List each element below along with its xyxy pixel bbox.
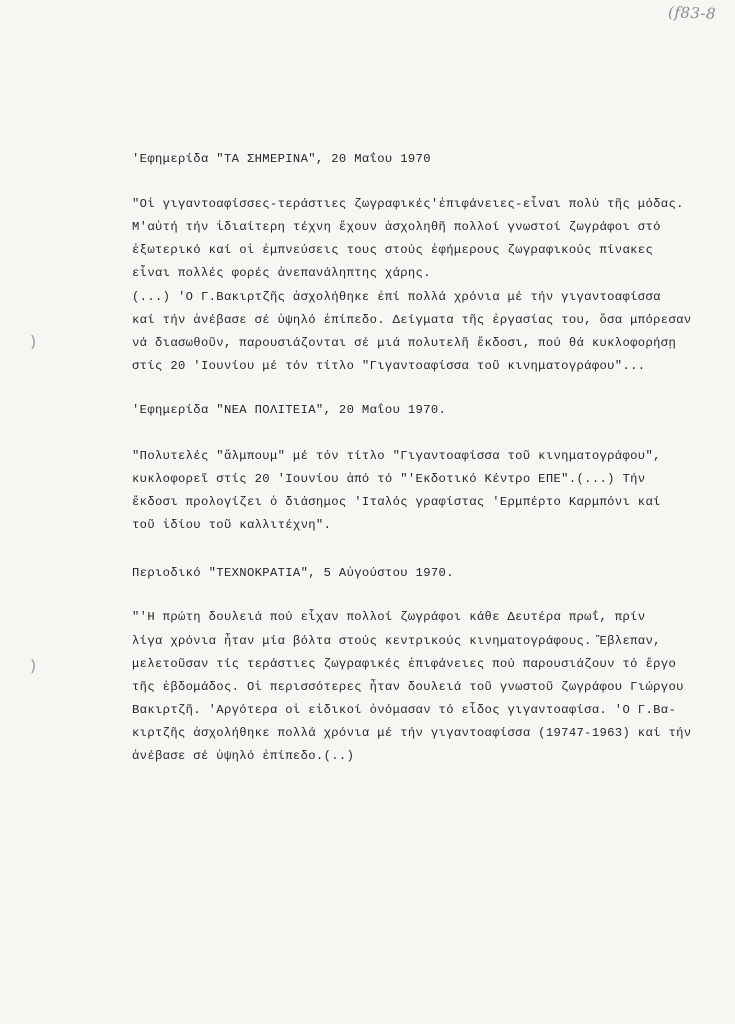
binder-hole-mark: ) — [30, 332, 37, 351]
text-line: ἔκδοσι προλογίζει ὁ διάσημος 'Ιταλός γραφίστας 'Ερμπέρτο Καρμπόνι καί — [132, 495, 661, 509]
text-line: νά διασωθοῦν, παρουσιάζονται σέ μιά πολυτελῆ ἔκδοσι, πού θά κυκλοφορήσῃ — [132, 336, 677, 350]
text-line: τοῦ ἰδίου τοῦ καλλιτέχνη". — [132, 518, 332, 532]
text-line: "Οἱ γιγαντοαφίσσες-τεράστιες ζωγραφικές'ἐπιφάνειες-εἶναι πολύ τῆς μόδας. — [132, 197, 684, 211]
text-line: στίς 20 'Ιουνίου μέ τόν τίτλο "Γιγαντοαφίσσα τοῦ κινηματογράφου"... — [132, 359, 646, 373]
text-line: (...) 'Ο Γ.Βακιρτζῆς ἀσχολήθηκε ἐπί πολλά χρόνια μέ τήν γιγαντοαφίσσα — [132, 290, 661, 304]
text-line: τῆς ἑβδομάδος. Οἱ περισσότερες ἦταν δουλειά τοῦ γνωστοῦ ζωγράφου Γιώργου — [132, 680, 684, 694]
text-line: ἀνέβασε σέ ὑψηλό ἐπίπεδο.(..) — [132, 749, 355, 763]
text-line: κυκλοφορεῖ στίς 20 'Ιουνίου ἀπό τό "'Εκδοτικό Κέντρο ΕΠΕ".(...) Τήν — [132, 472, 646, 486]
text-line: Βακιρτζῆ. 'Αργότερα οἱ εἰδικοί ὀνόμασαν τό εἶδος γιγαντοαφίσα. 'Ο Γ.Βα- — [132, 703, 677, 717]
text-line: "'Η πρώτη δουλειά πού εἶχαν πολλοί ζωγράφοι κάθε Δευτέρα πρωΐ, πρίν — [132, 610, 646, 624]
text-line: εἶναι πολλές φορές ἀνεπανάληπτης χάρης. — [132, 266, 431, 280]
section-heading-technokratia: Περιοδικό "ΤΕΧΝΟΚΡΑΤΙΑ", 5 Αὐγούστου 1970. — [132, 566, 454, 580]
archive-reference-note: (f83-8 — [667, 3, 717, 23]
binder-hole-mark: ) — [30, 656, 37, 675]
section-heading-nea-politeia: 'Εφημερίδα "ΝΕΑ ΠΟΛΙΤΕΙΑ", 20 Μαΐου 1970. — [132, 403, 447, 417]
text-line: "Πολυτελές "ἄλμπουμ" μέ τόν τίτλο "Γιγαντοαφίσσα τοῦ κινηματογράφου", — [132, 449, 661, 463]
text-line: κιρτζῆς ἀσχολήθηκε πολλά χρόνια μέ τήν γιγαντοαφίσσα (19747-1963) καί τήν — [132, 726, 692, 740]
text-line: Μ'αὐτή τήν ἰδιαίτερη τέχνη ἔχουν ἀσχοληθῆ πολλοί γνωστοί ζωγράφοι στό — [132, 220, 661, 234]
text-line: ἐξωτερικό καί οἱ ἐμπνεύσεις τους στούς ἐφήμερους ζωγραφικούς πίνακες — [132, 243, 654, 257]
text-line: μελετοῦσαν τίς τεράστιες ζωγραφικές ἐπιφάνειες πού παρουσιάζουν τό ἔργο — [132, 657, 677, 671]
text-line: καί τήν ἀνέβασε σέ ὑψηλό ἐπίπεδο. Δείγματα τῆς ἐργασίας του, ὅσα μπόρεσαν — [132, 313, 692, 327]
text-line: λίγα χρόνια ἦταν μία βόλτα στούς κεντρικούς κινηματογράφους. Ἔβλεπαν, — [132, 634, 661, 648]
section-heading-ta-simerina: 'Εφημερίδα "ΤΑ ΣΗΜΕΡΙΝΑ", 20 Μαΐου 1970 — [132, 152, 431, 166]
